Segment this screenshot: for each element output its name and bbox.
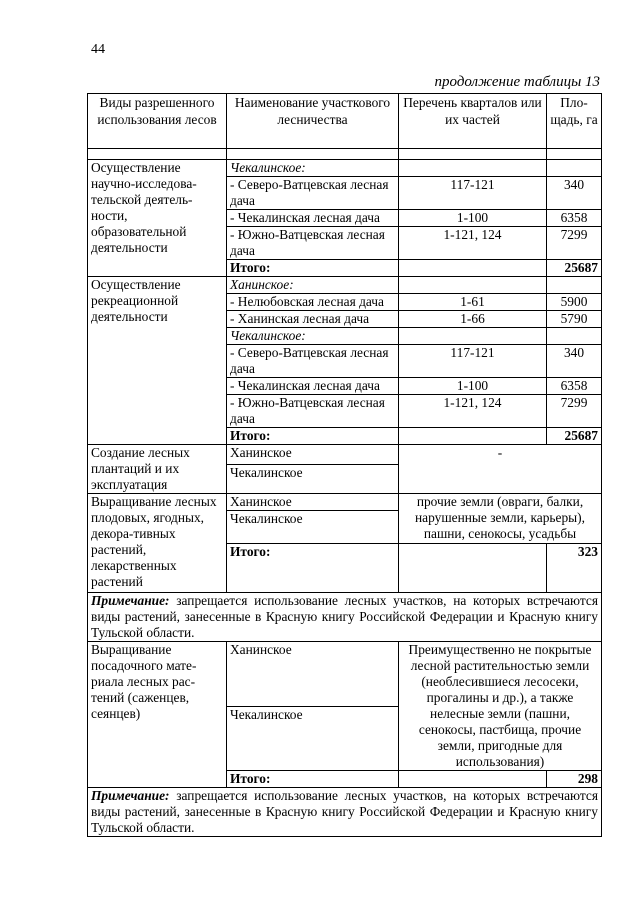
- area-value: 6358: [547, 378, 602, 395]
- forestry-group-label: Чекалинское:: [227, 160, 399, 177]
- total-label: Итого:: [227, 771, 399, 788]
- quarters-value: -: [399, 445, 602, 494]
- area-value: 5790: [547, 311, 602, 328]
- header-forestry: Наименование участкового лесничества: [227, 94, 399, 149]
- quarters-value: 1-61: [399, 294, 547, 311]
- quarters-value: прочие земли (овраги, балки, нарушенные земли, карьеры), пашни, сенокосы, усадьбы: [399, 494, 602, 544]
- quarters-value: Преимущественно не покрытые лесной растительностью земли (необлесившиеся лесосеки, прогалины и др.), а также нелесные земли (пашни, сенокосы, пастбища, прочие земли, пригодные для использования): [399, 642, 602, 771]
- dacha-name: - Чекалинская лесная дача: [227, 210, 399, 227]
- header-area: Пло-щадь, га: [547, 94, 602, 149]
- table-row: [88, 494, 602, 511]
- table-row: [88, 160, 602, 177]
- total-value: 298: [547, 771, 602, 788]
- header-quarters: Перечень кварталов или их частей: [399, 94, 547, 149]
- forestry-name: Ханинское: [227, 494, 399, 511]
- dacha-name: - Южно-Ватцевская лесная дача: [227, 395, 399, 428]
- dacha-name: - Южно-Ватцевская лесная дача: [227, 227, 399, 260]
- total-label: Итого:: [227, 544, 399, 593]
- forestry-name: Ханинское: [227, 642, 399, 707]
- total-value: 323: [547, 544, 602, 593]
- total-label: Итого:: [227, 428, 399, 445]
- area-value: 340: [547, 345, 602, 378]
- note: [88, 788, 602, 837]
- forestry-name: Чекалинское: [227, 465, 399, 494]
- dacha-name: - Северо-Ватцевская лесная дача: [227, 345, 399, 378]
- area-value: 5900: [547, 294, 602, 311]
- table-row: [88, 642, 602, 707]
- note-row: [88, 788, 602, 837]
- table-row: [88, 277, 602, 294]
- forestry-group-label: Чекалинское:: [227, 328, 399, 345]
- header-row: [88, 94, 602, 149]
- header-use-type: Виды разрешенного использования лесов: [88, 94, 227, 149]
- area-value: 7299: [547, 395, 602, 428]
- area-value: 6358: [547, 210, 602, 227]
- forestry-name: Ханинское: [227, 445, 399, 465]
- total-label: Итого:: [227, 260, 399, 277]
- quarters-value: 117-121: [399, 345, 547, 378]
- note-text: запрещается использование лесных участков, на которых встречаются виды растений, занесенные в Красную книгу Российской Федерации и Красную книгу Тульской области.: [91, 788, 598, 835]
- note-label: Примечание:: [91, 788, 170, 803]
- table-row: [88, 445, 602, 465]
- use-type-cell: Выращивание лесных плодовых, ягодных, декора-тивных растений, лекарственных растений: [88, 494, 227, 593]
- use-type-cell: Создание лесных плантаций и их эксплуатация: [88, 445, 227, 494]
- forest-use-table: [87, 93, 602, 837]
- total-value: 25687: [547, 428, 602, 445]
- quarters-value: 1-121, 124: [399, 227, 547, 260]
- note-row: [88, 593, 602, 642]
- spacer-row: [88, 149, 602, 160]
- quarters-value: 1-100: [399, 378, 547, 395]
- quarters-value: 1-66: [399, 311, 547, 328]
- use-type-cell: Осуществление рекреационной деятельности: [88, 277, 227, 445]
- dacha-name: - Ханинская лесная дача: [227, 311, 399, 328]
- quarters-value: 117-121: [399, 177, 547, 210]
- note: [88, 593, 602, 642]
- quarters-value: 1-121, 124: [399, 395, 547, 428]
- area-value: 340: [547, 177, 602, 210]
- dacha-name: - Чекалинская лесная дача: [227, 378, 399, 395]
- forestry-name: Чекалинское: [227, 511, 399, 544]
- forestry-name: Чекалинское: [227, 706, 399, 771]
- dacha-name: - Нелюбовская лесная дача: [227, 294, 399, 311]
- note-text: запрещается использование лесных участков, на которых встречаются виды растений, занесенные в Красную книгу Российской Федерации и Красную книгу Тульской области.: [91, 593, 598, 640]
- use-type-cell: Осуществление научно-исследова-тельской деятель-ности, образовательной деятельности: [88, 160, 227, 277]
- total-value: 25687: [547, 260, 602, 277]
- quarters-value: 1-100: [399, 210, 547, 227]
- forestry-group-label: Ханинское:: [227, 277, 399, 294]
- area-value: 7299: [547, 227, 602, 260]
- dacha-name: - Северо-Ватцевская лесная дача: [227, 177, 399, 210]
- use-type-cell: Выращивание посадочного мате-риала лесных рас-тений (саженцев, сеянцев): [88, 642, 227, 788]
- note-label: Примечание:: [91, 593, 170, 608]
- table-continuation-caption: продолжение таблицы 13: [434, 74, 600, 90]
- page-number: 44: [91, 42, 105, 57]
